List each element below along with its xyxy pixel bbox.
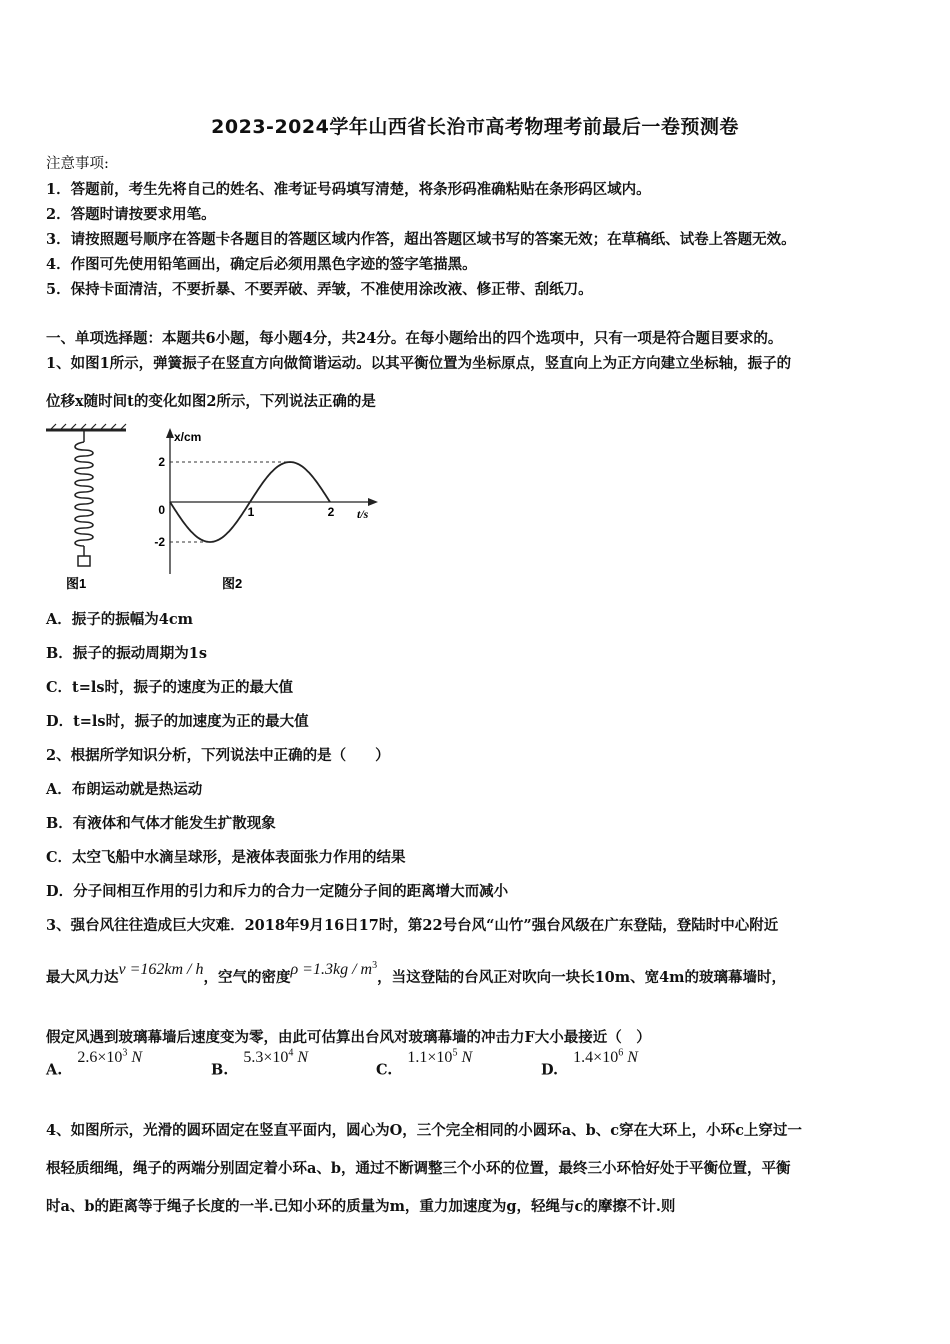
figure2-label: 图2 bbox=[222, 576, 243, 591]
option-unit: N bbox=[131, 1049, 143, 1067]
density-exponent: 3 bbox=[372, 960, 378, 972]
section-heading: 一、单项选择题：本题共6小题，每小题4分，共24分。在每小题给出的四个选项中，只有一项是符合题目要求的。 bbox=[46, 330, 783, 347]
q2-stem: 2、根据所学知识分析，下列说法中正确的是（ ） bbox=[46, 747, 390, 764]
y-tick-label: 0 bbox=[158, 503, 165, 517]
q2-option-d: D．分子间相互作用的引力和斥力的合力一定随分子间的距离增大而减小 bbox=[46, 883, 509, 900]
q1-option-a: A．振子的振幅为4cm bbox=[46, 611, 194, 628]
x-tick-label: 1 bbox=[247, 505, 255, 519]
q4-stem-line3: 时a、b的距离等于绳子长度的一半.已知小环的质量为m，重力加速度为g，轻绳与c的摩擦不计.则 bbox=[46, 1198, 676, 1215]
q3-text: ，当这登陆的台风正对吹向一块长10m、宽4m的玻璃幕墙时， bbox=[377, 969, 787, 986]
option-exponent: 5 bbox=[452, 1048, 458, 1059]
option-value: 5.3×10 bbox=[243, 1049, 289, 1067]
q1-option-d: D．t=ls时，振子的加速度为正的最大值 bbox=[46, 713, 309, 730]
velocity-formula: v =162km / h bbox=[118, 961, 204, 978]
notice-heading: 注意事项: bbox=[46, 156, 109, 172]
option-exponent: 4 bbox=[288, 1048, 294, 1059]
q3-text: ，空气的密度 bbox=[203, 969, 291, 986]
y-axis-arrow-icon bbox=[166, 428, 174, 438]
q2-option-c: C．太空飞船中水滴呈球形，是液体表面张力作用的结果 bbox=[46, 849, 406, 866]
q1-stem-line2: 位移x随时间t的变化如图2所示，下列说法正确的是 bbox=[46, 393, 376, 410]
y-tick-label: 2 bbox=[158, 455, 165, 469]
q3-stem-line3: 假定风遇到玻璃幕墙后速度变为零，由此可估算出台风对玻璃幕墙的冲击力F大小最接近（ ） bbox=[46, 1029, 651, 1046]
q3-stem-line1: 3、强台风往往造成巨大灾难．2018年9月16日17时，第22号台风“山竹”强台风级在广东登陆，登陆时中心附近 bbox=[46, 917, 779, 934]
option-unit: N bbox=[461, 1049, 473, 1067]
option-exponent: 6 bbox=[618, 1048, 624, 1059]
notice-item: 4．作图可先使用铅笔画出，确定后必须用黑色字迹的签字笔描黑。 bbox=[46, 256, 477, 273]
notice-item: 1．答题前，考生先将自己的姓名、准考证号码填写清楚，将条形码准确粘贴在条形码区域内。 bbox=[46, 181, 651, 198]
option-letter: A. bbox=[46, 1061, 63, 1079]
x-tick-label: 2 bbox=[327, 505, 335, 519]
option-exponent: 3 bbox=[122, 1048, 128, 1059]
option-letter: B. bbox=[211, 1061, 229, 1079]
q3-stem-line2 bbox=[46, 960, 787, 987]
q1-option-c: C．t=ls时，振子的速度为正的最大值 bbox=[46, 679, 294, 696]
q4-stem-line2: 根轻质细绳，绳子的两端分别固定着小环a、b，通过不断调整三个小环的位置，最终三小环恰好处于平衡位置，平衡 bbox=[46, 1160, 791, 1177]
spring-oscillator-figure bbox=[44, 422, 130, 594]
notice-item: 3．请按照题号顺序在答题卡各题目的答题区域内作答，超出答题区域书写的答案无效；在草稿纸、试卷上答题无效。 bbox=[46, 231, 796, 248]
page-title: 2023-2024学年山西省长治市高考物理考前最后一卷预测卷 bbox=[211, 116, 739, 138]
option-unit: N bbox=[297, 1049, 309, 1067]
q2-option-a: A．布朗运动就是热运动 bbox=[46, 781, 203, 798]
option-letter: D. bbox=[541, 1061, 559, 1079]
figure1-label: 图1 bbox=[66, 576, 87, 591]
q1-stem-line1: 1、如图1所示，弹簧振子在竖直方向做简谐运动。以其平衡位置为坐标原点，竖直向上为正方向建立坐标轴，振子的 bbox=[46, 355, 792, 372]
option-value: 1.1×10 bbox=[407, 1049, 453, 1067]
q4-stem-line1: 4、如图所示，光滑的圆环固定在竖直平面内，圆心为O，三个完全相同的小圆环a、b、c穿在大环上，小环c上穿过一 bbox=[46, 1122, 802, 1139]
q3-text: 最大风力达 bbox=[46, 969, 119, 986]
displacement-time-chart bbox=[140, 426, 390, 594]
q2-option-b: B．有液体和气体才能发生扩散现象 bbox=[46, 815, 276, 832]
notice-item: 5．保持卡面清洁，不要折暴、不要弄破、弄皱，不准使用涂改液、修正带、刮纸刀。 bbox=[46, 281, 593, 298]
y-axis-label: x/cm bbox=[174, 430, 202, 444]
option-letter: C. bbox=[376, 1061, 393, 1079]
x-axis-arrow-icon bbox=[368, 498, 378, 506]
x-axis-label: t/s bbox=[357, 507, 369, 521]
option-value: 1.4×10 bbox=[573, 1049, 619, 1067]
density-formula: ρ =1.3kg / m bbox=[290, 961, 373, 978]
option-value: 2.6×10 bbox=[77, 1049, 123, 1067]
option-unit: N bbox=[627, 1049, 638, 1067]
notice-item: 2．答题时请按要求用笔。 bbox=[46, 206, 216, 223]
y-tick-label: -2 bbox=[154, 535, 165, 549]
q1-option-b: B．振子的振动周期为1s bbox=[46, 645, 208, 662]
